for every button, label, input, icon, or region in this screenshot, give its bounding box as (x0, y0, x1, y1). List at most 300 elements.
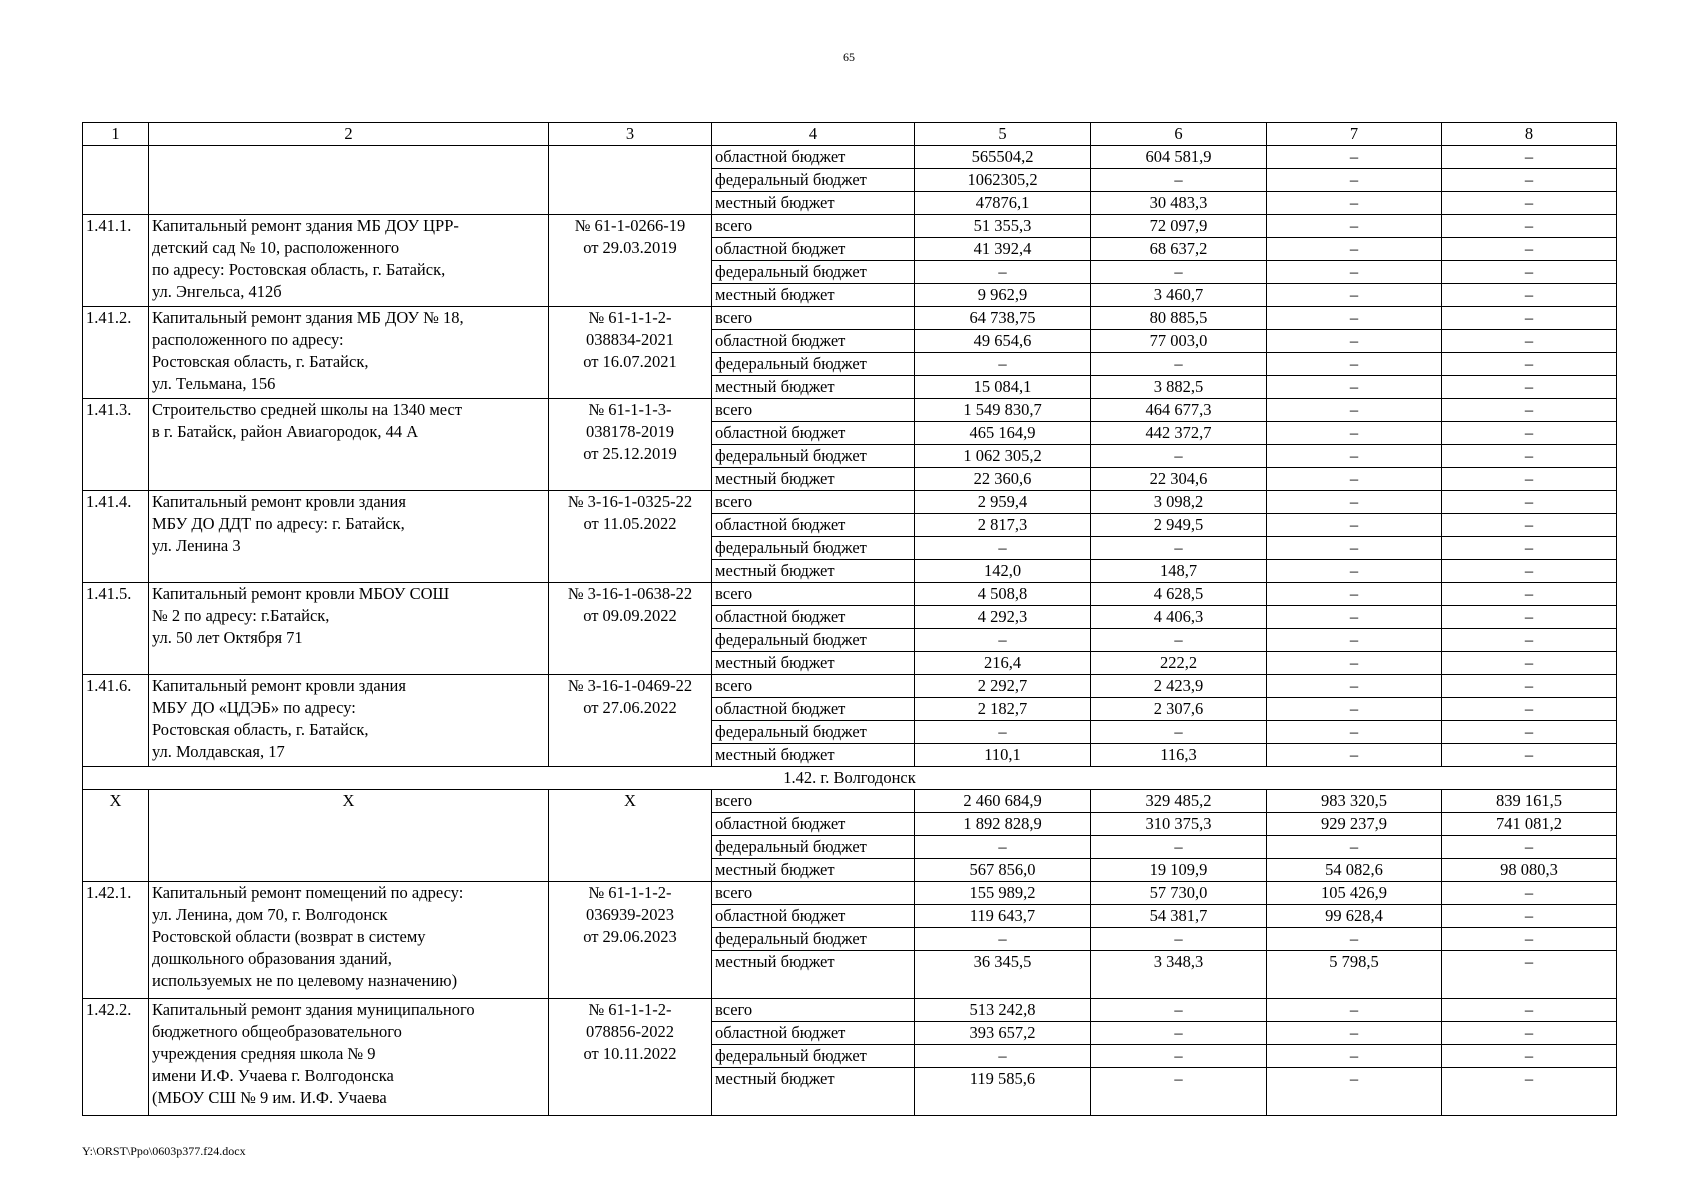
item-name (149, 215, 549, 307)
amount-cell: – (1442, 353, 1617, 376)
amount-cell: – (915, 721, 1091, 744)
funding-source: всего (712, 491, 915, 514)
funding-source: всего (712, 999, 915, 1022)
item-name (149, 882, 549, 999)
amount-cell: – (1442, 146, 1617, 169)
amount-cell: 77 003,0 (1091, 330, 1267, 353)
funding-source: федеральный бюджет (712, 537, 915, 560)
amount-cell: – (1267, 999, 1442, 1022)
amount-cell: – (1091, 261, 1267, 284)
document-reference-line: от 29.06.2023 (583, 927, 677, 946)
amount-cell: – (1091, 537, 1267, 560)
item-name-line: по адресу: Ростовская область, г. Батайск, (152, 260, 446, 279)
document-reference-line: № 61-1-1-2- (588, 1000, 672, 1019)
amount-cell: 2 959,4 (915, 491, 1091, 514)
document-reference-line: от 10.11.2022 (583, 1044, 677, 1063)
item-name-line: ул. Ленина, дом 70, г. Волгодонск (152, 905, 388, 924)
item-name-line: расположенного по адресу: (152, 330, 344, 349)
amount-cell: – (1442, 1068, 1617, 1116)
table-row (83, 790, 1617, 813)
document-reference (549, 999, 712, 1116)
amount-cell: 3 882,5 (1091, 376, 1267, 399)
amount-cell: – (1442, 192, 1617, 215)
amount-cell: – (1442, 882, 1617, 905)
item-name (149, 307, 549, 399)
section-title: 1.42. г. Волгодонск (83, 767, 1617, 790)
item-name-line: (МБОУ СШ № 9 им. И.Ф. Учаева (152, 1088, 387, 1107)
item-name-line: Ростовская область, г. Батайск, (152, 352, 369, 371)
amount-cell: – (1267, 238, 1442, 261)
amount-cell: – (1267, 1045, 1442, 1068)
amount-cell: 222,2 (1091, 652, 1267, 675)
item-number: 1.42.2. (83, 999, 149, 1116)
amount-cell: – (915, 836, 1091, 859)
amount-cell: – (1442, 238, 1617, 261)
amount-cell: 119 643,7 (915, 905, 1091, 928)
amount-cell: – (1442, 1045, 1617, 1068)
amount-cell: – (1442, 1022, 1617, 1045)
item-name-line: детский сад № 10, расположенного (152, 238, 400, 257)
amount-cell: – (1091, 169, 1267, 192)
item-name-line: Ростовская область, г. Батайск, (152, 720, 369, 739)
amount-cell: – (1442, 514, 1617, 537)
amount-cell: – (1091, 928, 1267, 951)
item-name-line: ул. Молдавская, 17 (152, 742, 285, 761)
amount-cell: – (1267, 215, 1442, 238)
funding-source: областной бюджет (712, 698, 915, 721)
amount-cell: – (1267, 606, 1442, 629)
amount-cell: – (1091, 353, 1267, 376)
table-row (83, 675, 1617, 698)
item-number: 1.41.4. (83, 491, 149, 583)
amount-cell: 110,1 (915, 744, 1091, 767)
amount-cell: 36 345,5 (915, 951, 1091, 999)
amount-cell: – (1267, 307, 1442, 330)
amount-cell: – (1442, 836, 1617, 859)
amount-cell: – (1091, 629, 1267, 652)
amount-cell: – (1442, 169, 1617, 192)
table-row (83, 399, 1617, 422)
table-header-row (83, 123, 1617, 146)
funding-source: областной бюджет (712, 1022, 915, 1045)
funding-source: областной бюджет (712, 422, 915, 445)
funding-source: местный бюджет (712, 859, 915, 882)
amount-cell: – (1267, 836, 1442, 859)
amount-cell: – (1442, 468, 1617, 491)
document-reference (549, 882, 712, 999)
amount-cell: 30 483,3 (1091, 192, 1267, 215)
table-row (83, 882, 1617, 905)
amount-cell: 1 062 305,2 (915, 445, 1091, 468)
funding-source: всего (712, 675, 915, 698)
amount-cell: – (1442, 928, 1617, 951)
amount-cell: 565504,2 (915, 146, 1091, 169)
amount-cell: 142,0 (915, 560, 1091, 583)
amount-cell: – (1091, 1045, 1267, 1068)
document-reference-line: № 3-16-1-0638-22 (567, 584, 693, 603)
amount-cell: 51 355,3 (915, 215, 1091, 238)
amount-cell: – (1091, 721, 1267, 744)
item-name-line: ул. Ленина 3 (152, 536, 241, 555)
amount-cell: – (1267, 399, 1442, 422)
item-number: 1.41.2. (83, 307, 149, 399)
funding-source: областной бюджет (712, 514, 915, 537)
document-reference-line: 038834-2021 (586, 330, 674, 349)
amount-cell: – (1267, 330, 1442, 353)
amount-cell: – (915, 629, 1091, 652)
amount-cell: 72 097,9 (1091, 215, 1267, 238)
column-header: 2 (149, 123, 549, 146)
amount-cell: – (1442, 629, 1617, 652)
amount-cell: – (1442, 583, 1617, 606)
footer-file-path: Y:\ORST\Ppo\0603p377.f24.docx (82, 1144, 246, 1158)
table-row (83, 583, 1617, 606)
section-row (83, 767, 1617, 790)
item-name-line: ул. 50 лет Октября 71 (152, 628, 303, 647)
amount-cell: 2 292,7 (915, 675, 1091, 698)
item-name-line: Капитальный ремонт кровли здания (152, 676, 406, 695)
amount-cell: 4 406,3 (1091, 606, 1267, 629)
item-name-line: бюджетного общеобразовательного (152, 1022, 402, 1041)
amount-cell: – (1091, 445, 1267, 468)
amount-cell: – (1267, 146, 1442, 169)
amount-cell: 105 426,9 (1267, 882, 1442, 905)
item-name-line: учреждения средняя школа № 9 (152, 1044, 376, 1063)
amount-cell: 513 242,8 (915, 999, 1091, 1022)
document-reference (549, 307, 712, 399)
amount-cell: 41 392,4 (915, 238, 1091, 261)
amount-cell: 9 962,9 (915, 284, 1091, 307)
amount-cell: 2 949,5 (1091, 514, 1267, 537)
amount-cell: – (915, 1045, 1091, 1068)
amount-cell: – (1267, 468, 1442, 491)
funding-source: местный бюджет (712, 468, 915, 491)
amount-cell: 49 654,6 (915, 330, 1091, 353)
item-name-line: Капитальный ремонт здания муниципального (152, 1000, 475, 1019)
funding-source: всего (712, 215, 915, 238)
amount-cell: 119 585,6 (915, 1068, 1091, 1116)
amount-cell: – (1267, 1068, 1442, 1116)
item-name-line: Капитальный ремонт кровли МБОУ СОШ (152, 584, 450, 603)
document-reference-line: № 3-16-1-0325-22 (567, 492, 693, 511)
funding-source: федеральный бюджет (712, 836, 915, 859)
document-reference (549, 583, 712, 675)
item-name-line: МБУ ДО «ЦДЭБ» по адресу: (152, 698, 356, 717)
amount-cell: 19 109,9 (1091, 859, 1267, 882)
document-reference-line: № 61-1-0266-19 (574, 216, 686, 235)
item-name-line: Капитальный ремонт здания МБ ДОУ № 18, (152, 308, 464, 327)
amount-cell: – (1442, 951, 1617, 999)
amount-cell: – (1442, 376, 1617, 399)
amount-cell: – (1442, 606, 1617, 629)
amount-cell: 15 084,1 (915, 376, 1091, 399)
funding-source: всего (712, 399, 915, 422)
amount-cell: – (1267, 491, 1442, 514)
funding-source: федеральный бюджет (712, 261, 915, 284)
amount-cell: 310 375,3 (1091, 813, 1267, 836)
document-reference (549, 491, 712, 583)
amount-cell: – (1091, 836, 1267, 859)
funding-source: местный бюджет (712, 1068, 915, 1116)
amount-cell: 442 372,7 (1091, 422, 1267, 445)
amount-cell: 567 856,0 (915, 859, 1091, 882)
item-name (149, 491, 549, 583)
amount-cell: 839 161,5 (1442, 790, 1617, 813)
amount-cell: – (1267, 652, 1442, 675)
funding-source: всего (712, 882, 915, 905)
funding-source: областной бюджет (712, 238, 915, 261)
item-name-line: № 2 по адресу: г.Батайск, (152, 606, 330, 625)
amount-cell: – (915, 353, 1091, 376)
document-reference (549, 675, 712, 767)
item-name (149, 399, 549, 491)
amount-cell: – (1267, 721, 1442, 744)
item-name (149, 675, 549, 767)
amount-cell: – (1442, 307, 1617, 330)
document-reference-line: от 25.12.2019 (583, 444, 677, 463)
funding-source: федеральный бюджет (712, 1045, 915, 1068)
amount-cell: 2 423,9 (1091, 675, 1267, 698)
document-reference-line: 078856-2022 (586, 1022, 674, 1041)
amount-cell: 64 738,75 (915, 307, 1091, 330)
page-number: 65 (843, 50, 855, 64)
amount-cell: – (1442, 675, 1617, 698)
document-reference (549, 215, 712, 307)
amount-cell: – (1267, 376, 1442, 399)
amount-cell: 2 817,3 (915, 514, 1091, 537)
amount-cell: – (1442, 399, 1617, 422)
amount-cell: 216,4 (915, 652, 1091, 675)
item-name-line: МБУ ДО ДДТ по адресу: г. Батайск, (152, 514, 405, 533)
amount-cell: – (1267, 744, 1442, 767)
amount-cell: 98 080,3 (1442, 859, 1617, 882)
table-row (83, 215, 1617, 238)
item-name (149, 790, 549, 882)
table-row (83, 307, 1617, 330)
amount-cell: – (1267, 284, 1442, 307)
amount-cell: 2 182,7 (915, 698, 1091, 721)
amount-cell: 22 304,6 (1091, 468, 1267, 491)
item-name-line: X (342, 791, 355, 810)
budget-table (82, 122, 1617, 1116)
table-row (83, 146, 1617, 169)
amount-cell: – (1442, 491, 1617, 514)
item-name-line: ул. Тельмана, 156 (152, 374, 276, 393)
amount-cell: 54 082,6 (1267, 859, 1442, 882)
item-number: 1.42.1. (83, 882, 149, 999)
amount-cell: 54 381,7 (1091, 905, 1267, 928)
document-reference-line: от 29.03.2019 (583, 238, 677, 257)
amount-cell: – (1442, 422, 1617, 445)
item-name (149, 999, 549, 1116)
amount-cell: – (915, 537, 1091, 560)
amount-cell: – (1442, 215, 1617, 238)
column-header: 3 (549, 123, 712, 146)
funding-source: всего (712, 583, 915, 606)
item-number: 1.41.5. (83, 583, 149, 675)
amount-cell: 4 292,3 (915, 606, 1091, 629)
amount-cell: – (1267, 169, 1442, 192)
funding-source: местный бюджет (712, 560, 915, 583)
amount-cell: – (1267, 675, 1442, 698)
document-reference-line: от 16.07.2021 (583, 352, 677, 371)
amount-cell: 3 348,3 (1091, 951, 1267, 999)
amount-cell: 99 628,4 (1267, 905, 1442, 928)
document-reference-line: от 11.05.2022 (583, 514, 677, 533)
item-name-line: Капитальный ремонт кровли здания (152, 492, 406, 511)
amount-cell: – (1091, 1022, 1267, 1045)
amount-cell: 148,7 (1091, 560, 1267, 583)
item-number: 1.41.6. (83, 675, 149, 767)
funding-source: областной бюджет (712, 330, 915, 353)
funding-source: федеральный бюджет (712, 353, 915, 376)
document-reference-line: № 61-1-1-2- (588, 883, 672, 902)
amount-cell: – (1442, 537, 1617, 560)
document-reference (549, 399, 712, 491)
item-name-line: дошкольного образования зданий, (152, 949, 392, 968)
amount-cell: 155 989,2 (915, 882, 1091, 905)
column-header: 4 (712, 123, 915, 146)
funding-source: местный бюджет (712, 951, 915, 999)
column-header: 6 (1091, 123, 1267, 146)
document-reference-line: № 61-1-1-3- (588, 400, 672, 419)
item-name (149, 146, 549, 215)
amount-cell: 929 237,9 (1267, 813, 1442, 836)
funding-source: местный бюджет (712, 744, 915, 767)
amount-cell: 80 885,5 (1091, 307, 1267, 330)
funding-source: областной бюджет (712, 813, 915, 836)
document-reference-line: 036939-2023 (586, 905, 674, 924)
amount-cell: – (1267, 1022, 1442, 1045)
amount-cell: – (1091, 1068, 1267, 1116)
amount-cell: 465 164,9 (915, 422, 1091, 445)
amount-cell: 2 460 684,9 (915, 790, 1091, 813)
amount-cell: 604 581,9 (1091, 146, 1267, 169)
amount-cell: – (1442, 261, 1617, 284)
amount-cell: – (915, 261, 1091, 284)
amount-cell: – (1267, 422, 1442, 445)
document-reference-line: от 27.06.2022 (583, 698, 677, 717)
amount-cell: 983 320,5 (1267, 790, 1442, 813)
document-reference-line: 038178-2019 (586, 422, 674, 441)
amount-cell: 2 307,6 (1091, 698, 1267, 721)
amount-cell: 57 730,0 (1091, 882, 1267, 905)
amount-cell: 1 892 828,9 (915, 813, 1091, 836)
amount-cell: – (1442, 560, 1617, 583)
amount-cell: – (1091, 999, 1267, 1022)
document-reference (549, 790, 712, 882)
amount-cell: 3 460,7 (1091, 284, 1267, 307)
amount-cell: 4 508,8 (915, 583, 1091, 606)
column-header: 7 (1267, 123, 1442, 146)
amount-cell: 1 549 830,7 (915, 399, 1091, 422)
amount-cell: – (915, 928, 1091, 951)
funding-source: местный бюджет (712, 192, 915, 215)
column-header: 5 (915, 123, 1091, 146)
funding-source: федеральный бюджет (712, 721, 915, 744)
funding-source: местный бюджет (712, 652, 915, 675)
amount-cell: – (1442, 698, 1617, 721)
document-reference (549, 146, 712, 215)
document-reference-line: № 61-1-1-2- (588, 308, 672, 327)
amount-cell: – (1442, 905, 1617, 928)
item-number: 1.41.1. (83, 215, 149, 307)
amount-cell: 329 485,2 (1091, 790, 1267, 813)
amount-cell: – (1267, 353, 1442, 376)
funding-source: всего (712, 790, 915, 813)
amount-cell: 741 081,2 (1442, 813, 1617, 836)
item-name-line: Ростовской области (возврат в систему (152, 927, 426, 946)
amount-cell: – (1442, 744, 1617, 767)
column-header: 8 (1442, 123, 1617, 146)
amount-cell: 47876,1 (915, 192, 1091, 215)
amount-cell: 22 360,6 (915, 468, 1091, 491)
amount-cell: – (1442, 284, 1617, 307)
funding-source: областной бюджет (712, 905, 915, 928)
item-name (149, 583, 549, 675)
item-name-line: в г. Батайск, район Авиагородок, 44 А (152, 422, 419, 441)
amount-cell: – (1267, 583, 1442, 606)
item-name-line: Капитальный ремонт здания МБ ДОУ ЦРР- (152, 216, 459, 235)
amount-cell: – (1267, 192, 1442, 215)
table-row (83, 491, 1617, 514)
amount-cell: – (1442, 721, 1617, 744)
amount-cell: – (1267, 698, 1442, 721)
amount-cell: 1062305,2 (915, 169, 1091, 192)
amount-cell: – (1267, 537, 1442, 560)
amount-cell: 3 098,2 (1091, 491, 1267, 514)
funding-source: всего (712, 307, 915, 330)
funding-source: местный бюджет (712, 376, 915, 399)
funding-source: областной бюджет (712, 146, 915, 169)
amount-cell: – (1267, 629, 1442, 652)
document-reference-line: от 09.09.2022 (583, 606, 677, 625)
funding-source: федеральный бюджет (712, 169, 915, 192)
amount-cell: – (1442, 330, 1617, 353)
item-number: X (83, 790, 149, 882)
funding-source: областной бюджет (712, 606, 915, 629)
amount-cell: – (1267, 445, 1442, 468)
amount-cell: – (1442, 652, 1617, 675)
column-header: 1 (83, 123, 149, 146)
item-name-line: имени И.Ф. Учаева г. Волгодонска (152, 1066, 394, 1085)
document-reference-line: X (624, 791, 636, 810)
amount-cell: 464 677,3 (1091, 399, 1267, 422)
item-number (83, 146, 149, 215)
amount-cell: – (1267, 261, 1442, 284)
amount-cell: 116,3 (1091, 744, 1267, 767)
item-name-line: используемых не по целевому назначению) (152, 971, 458, 990)
amount-cell: – (1442, 999, 1617, 1022)
table-row (83, 999, 1617, 1022)
item-name-line: Строительство средней школы на 1340 мест (152, 400, 463, 419)
funding-source: федеральный бюджет (712, 928, 915, 951)
funding-source: местный бюджет (712, 284, 915, 307)
amount-cell: – (1267, 514, 1442, 537)
amount-cell: – (1442, 445, 1617, 468)
amount-cell: 5 798,5 (1267, 951, 1442, 999)
item-name-line: Капитальный ремонт помещений по адресу: (152, 883, 464, 902)
document-reference-line: № 3-16-1-0469-22 (567, 676, 693, 695)
amount-cell: 4 628,5 (1091, 583, 1267, 606)
funding-source: федеральный бюджет (712, 629, 915, 652)
amount-cell: 393 657,2 (915, 1022, 1091, 1045)
funding-source: федеральный бюджет (712, 445, 915, 468)
item-name-line: ул. Энгельса, 412б (152, 282, 282, 301)
amount-cell: 68 637,2 (1091, 238, 1267, 261)
amount-cell: – (1267, 560, 1442, 583)
item-number: 1.41.3. (83, 399, 149, 491)
